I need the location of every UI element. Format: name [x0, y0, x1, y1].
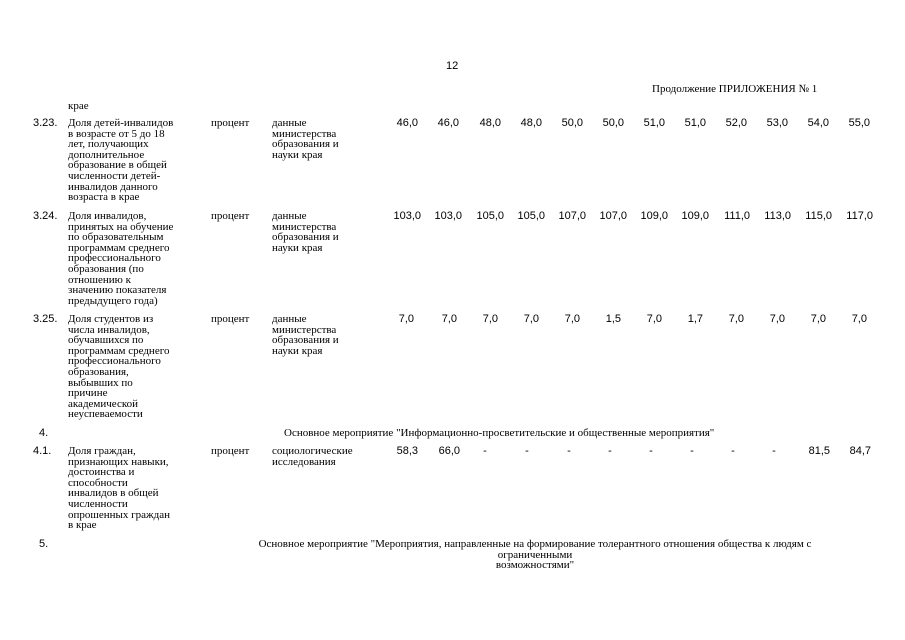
- row-id: 4.1.: [33, 445, 52, 457]
- unit: процент: [211, 117, 250, 129]
- value-cell: -: [608, 445, 612, 457]
- value-cell: 103,0: [434, 210, 462, 222]
- value-cell: 7,0: [523, 313, 539, 325]
- indicator-name: Доля инвалидов, принятых на обучение по образовательным программам среднего профессионального образования (по отношению к значению показателя предыдущего года): [68, 210, 174, 307]
- value-cell: 7,0: [810, 313, 826, 325]
- data-source: данные министерства образования и науки края: [272, 210, 339, 254]
- section-id: 5.: [39, 538, 49, 550]
- value-cell: 58,3: [396, 445, 418, 457]
- value-cell: 105,0: [517, 210, 545, 222]
- value-cell: 81,5: [808, 445, 830, 457]
- value-cell: 52,0: [725, 117, 747, 129]
- value-cell: 109,0: [681, 210, 709, 222]
- value-cell: 55,0: [848, 117, 870, 129]
- data-source: данные министерства образования и науки края: [272, 313, 339, 357]
- indicator-name: Доля граждан, признающих навыки, достоинства и способности инвалидов в общей численности опрошенных граждан в крае: [68, 445, 171, 532]
- value-cell: 51,0: [684, 117, 706, 129]
- unit: процент: [211, 210, 250, 222]
- value-cell: 53,0: [766, 117, 788, 129]
- value-cell: -: [525, 445, 529, 457]
- value-cell: 7,0: [769, 313, 785, 325]
- row-id: 3.23.: [33, 117, 58, 129]
- value-cell: 107,0: [558, 210, 586, 222]
- section-id: 4.: [39, 427, 49, 439]
- value-cell: -: [567, 445, 571, 457]
- value-cell: -: [772, 445, 776, 457]
- value-cell: -: [690, 445, 694, 457]
- data-source: данные министерства образования и науки края: [272, 117, 339, 161]
- value-cell: 7,0: [851, 313, 867, 325]
- row-id: 3.24.: [33, 210, 58, 222]
- value-cell: 7,0: [398, 313, 414, 325]
- value-cell: 48,0: [479, 117, 501, 129]
- indicator-name: Доля детей-инвалидов в возрасте от 5 до 18 лет, получающих дополнительное образование в общей численности детей- инвалидов данного возраста в крае: [68, 117, 174, 204]
- value-cell: 50,0: [602, 117, 624, 129]
- value-cell: -: [731, 445, 735, 457]
- value-cell: 84,7: [849, 445, 871, 457]
- value-cell: -: [649, 445, 653, 457]
- unit: процент: [211, 313, 250, 325]
- value-cell: 117,0: [846, 210, 873, 222]
- value-cell: 7,0: [441, 313, 457, 325]
- row-id: 3.25.: [33, 313, 58, 325]
- value-cell: 7,0: [482, 313, 498, 325]
- value-cell: 103,0: [393, 210, 421, 222]
- value-cell: 50,0: [561, 117, 583, 129]
- value-cell: 66,0: [438, 445, 460, 457]
- value-cell: 1,5: [605, 313, 621, 325]
- section-title: Основное мероприятие "Мероприятия, направленные на формирование толерантного отношения общества к людям с ограниченными возможностями": [258, 538, 812, 572]
- section-title: Основное мероприятие "Информационно-просветительские и общественные мероприятия": [284, 427, 715, 439]
- value-cell: 48,0: [520, 117, 542, 129]
- previous-row-tail: крае: [68, 100, 89, 112]
- indicator-name: Доля студентов из числа инвалидов, обучавшихся по программам среднего профессионального образования, выбывших по причине академической неуспеваемости: [68, 313, 170, 421]
- value-cell: -: [483, 445, 487, 457]
- value-cell: 7,0: [646, 313, 662, 325]
- value-cell: 7,0: [564, 313, 580, 325]
- unit: процент: [211, 445, 250, 457]
- value-cell: 107,0: [599, 210, 627, 222]
- page-number: 12: [446, 60, 459, 72]
- value-cell: 1,7: [687, 313, 703, 325]
- value-cell: 54,0: [807, 117, 829, 129]
- continuation-title: Продолжение ПРИЛОЖЕНИЯ № 1: [652, 83, 818, 95]
- value-cell: 105,0: [476, 210, 504, 222]
- value-cell: 111,0: [724, 210, 750, 222]
- value-cell: 109,0: [640, 210, 668, 222]
- value-cell: 115,0: [805, 210, 832, 222]
- data-source: социологические исследования: [272, 445, 353, 468]
- value-cell: 46,0: [437, 117, 459, 129]
- value-cell: 46,0: [396, 117, 418, 129]
- value-cell: 113,0: [764, 210, 791, 222]
- value-cell: 51,0: [643, 117, 665, 129]
- value-cell: 7,0: [728, 313, 744, 325]
